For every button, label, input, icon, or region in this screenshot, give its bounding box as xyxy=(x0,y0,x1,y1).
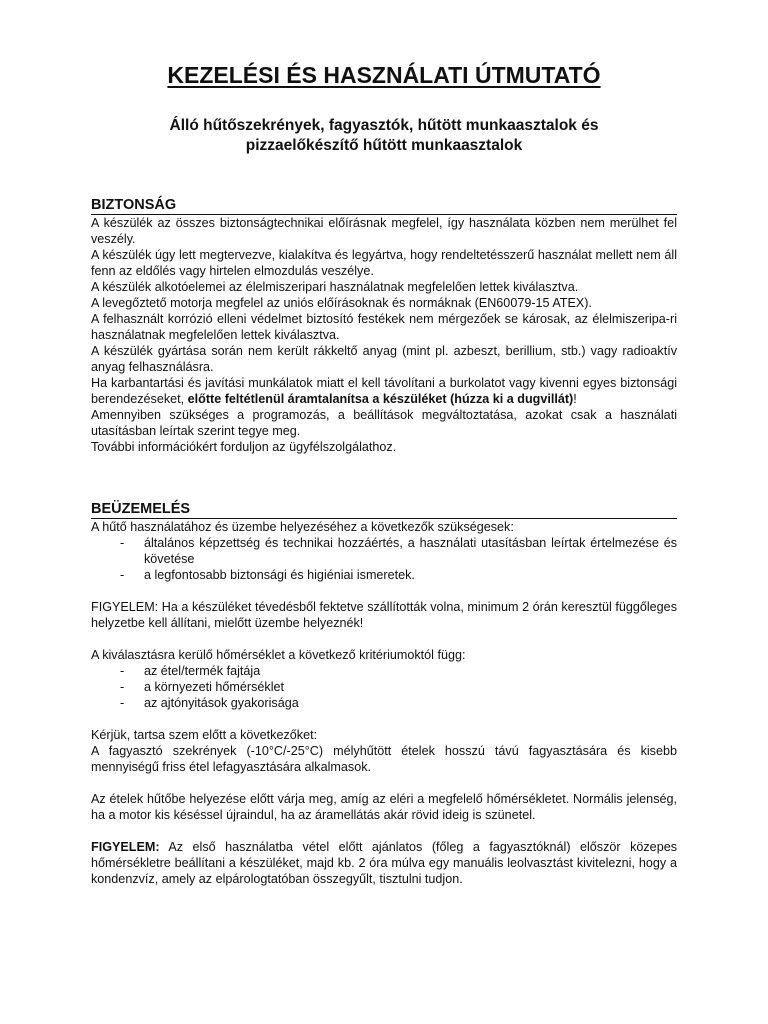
safety-paragraph-8: Amennyiben szükséges a programozás, a beállítások megváltoztatása, azokat csak a használati utasításban leírtak szerint tegye meg. xyxy=(91,408,677,438)
section-heading-biztonsag: BIZTONSÁG xyxy=(91,197,677,215)
criteria-list xyxy=(91,663,677,711)
warning-first-use-text: Az első használatba vétel előtt ajánlatos (főleg a fagyasztóknál) először közepes hőmérsékletre beállítani a készüléket, majd kb. 2 óra múlva egy manuális leolvasztást kivitelezni, hogy a kondenzvíz, amely az elpárologtatóban összegyűlt, tisztulni tudjon. xyxy=(91,840,677,886)
keep-in-mind-intro: Kérjük, tartsa szem előtt a következőket: xyxy=(91,728,318,742)
section-beuzemeles xyxy=(91,501,677,887)
temperature-intro: A kiválasztásra kerülő hőmérséklet a következő kritériumoktól függ: xyxy=(91,648,466,662)
safety-paragraph-5: A felhasznált korrózió elleni védelmet biztosító festékek nem mérgezőek se károsak, az élelmiszeripa-ri használatnak megfelelően lettek kiválasztva. xyxy=(91,312,677,342)
subtitle-line-2: pizzaelőkészítő hűtött munkaasztalok xyxy=(245,137,523,154)
list-item: - az étel/termék fajtája xyxy=(120,663,677,679)
safety-paragraph-9: További információkért forduljon az ügyfélszolgálathoz. xyxy=(91,440,397,454)
safety-paragraph-6: A készülék gyártása során nem került rákkeltő anyag (mint pl. azbeszt, berillium, stb.) vagy radioaktív anyag felhasználásra. xyxy=(91,344,677,374)
requirements-list xyxy=(91,535,677,583)
document-subtitle xyxy=(90,116,678,156)
safety-paragraph-1: A készülék az összes biztonságtechnikai előírásnak megfelel, így használata közben nem merülhet fel veszély. xyxy=(91,216,677,246)
section-heading-beuzemeles: BEÜZEMELÉS xyxy=(91,501,677,519)
list-item: - a legfontosabb biztonsági és higiéniai ismeretek. xyxy=(120,567,677,583)
list-item: - az ajtónyitások gyakorisága xyxy=(120,695,677,711)
warning-label: FIGYELEM: xyxy=(91,840,160,854)
warning-transport: FIGYELEM: Ha a készüléket tévedésből fektetve szállították volna, minimum 2 órán keresztül függőleges helyzetbe kell állítani, mielőtt üzembe helyeznék! xyxy=(91,600,677,630)
safety-p7-text: Ha karbantartási és javítási munkálatok miatt el kell távolítani a burkolatot vagy kivenni egyes biztonsági berendezéseket, xyxy=(91,376,677,406)
safety-p7-bold: előtte feltétlenül áramtalanítsa a készüléket (húzza ki a dugvillát) xyxy=(187,392,574,406)
document-title: KEZELÉSI ÉS HASZNÁLATI ÚTMUTATÓ xyxy=(167,62,601,88)
warning-first-use xyxy=(91,839,677,887)
list-item: - általános képzettség és technikai hozzáértés, a használati utasításban leírtak értelmezése és követése xyxy=(120,535,677,567)
safety-p7-end: ! xyxy=(573,392,577,406)
subtitle-line-1: Álló hűtőszekrények, fagyasztók, hűtött munkaasztalok és xyxy=(169,117,599,134)
section-biztonsag xyxy=(91,197,677,455)
list-item: - a környezeti hőmérséklet xyxy=(120,679,677,695)
safety-paragraph-7 xyxy=(91,375,677,407)
document-body xyxy=(91,197,677,887)
freezer-note: A fagyasztó szekrények (-10°C/-25°C) mélyhűtött ételek hosszú távú fagyasztására és kisebb mennyiségű friss étel lefagyasztására alkalmasok. xyxy=(91,744,677,774)
safety-paragraph-2: A készülék úgy lett megtervezve, kialakítva és legyártva, hogy rendeltetésszerű használat mellett nem áll fenn az eldőlés vagy hirtelen elmozdulás veszélye. xyxy=(91,248,677,278)
setup-intro: A hűtő használatához és üzembe helyezéséhez a következők szükségesek: xyxy=(91,520,514,534)
food-placement-note: Az ételek hűtőbe helyezése előtt várja meg, amíg az eléri a megfelelő hőmérsékletet. Normális jelenség, ha a motor kis késéssel újraindul, ha az áramellátás akár rövid ideig is szünetel. xyxy=(91,792,677,822)
safety-paragraph-3: A készülék alkotóelemei az élelmiszeripari használatnak megfelelően lettek kiválasztva. xyxy=(91,280,579,294)
safety-paragraph-4: A levegőztető motorja megfelel az uniós előírásoknak és normáknak (EN60079-15 ATEX). xyxy=(91,296,592,310)
